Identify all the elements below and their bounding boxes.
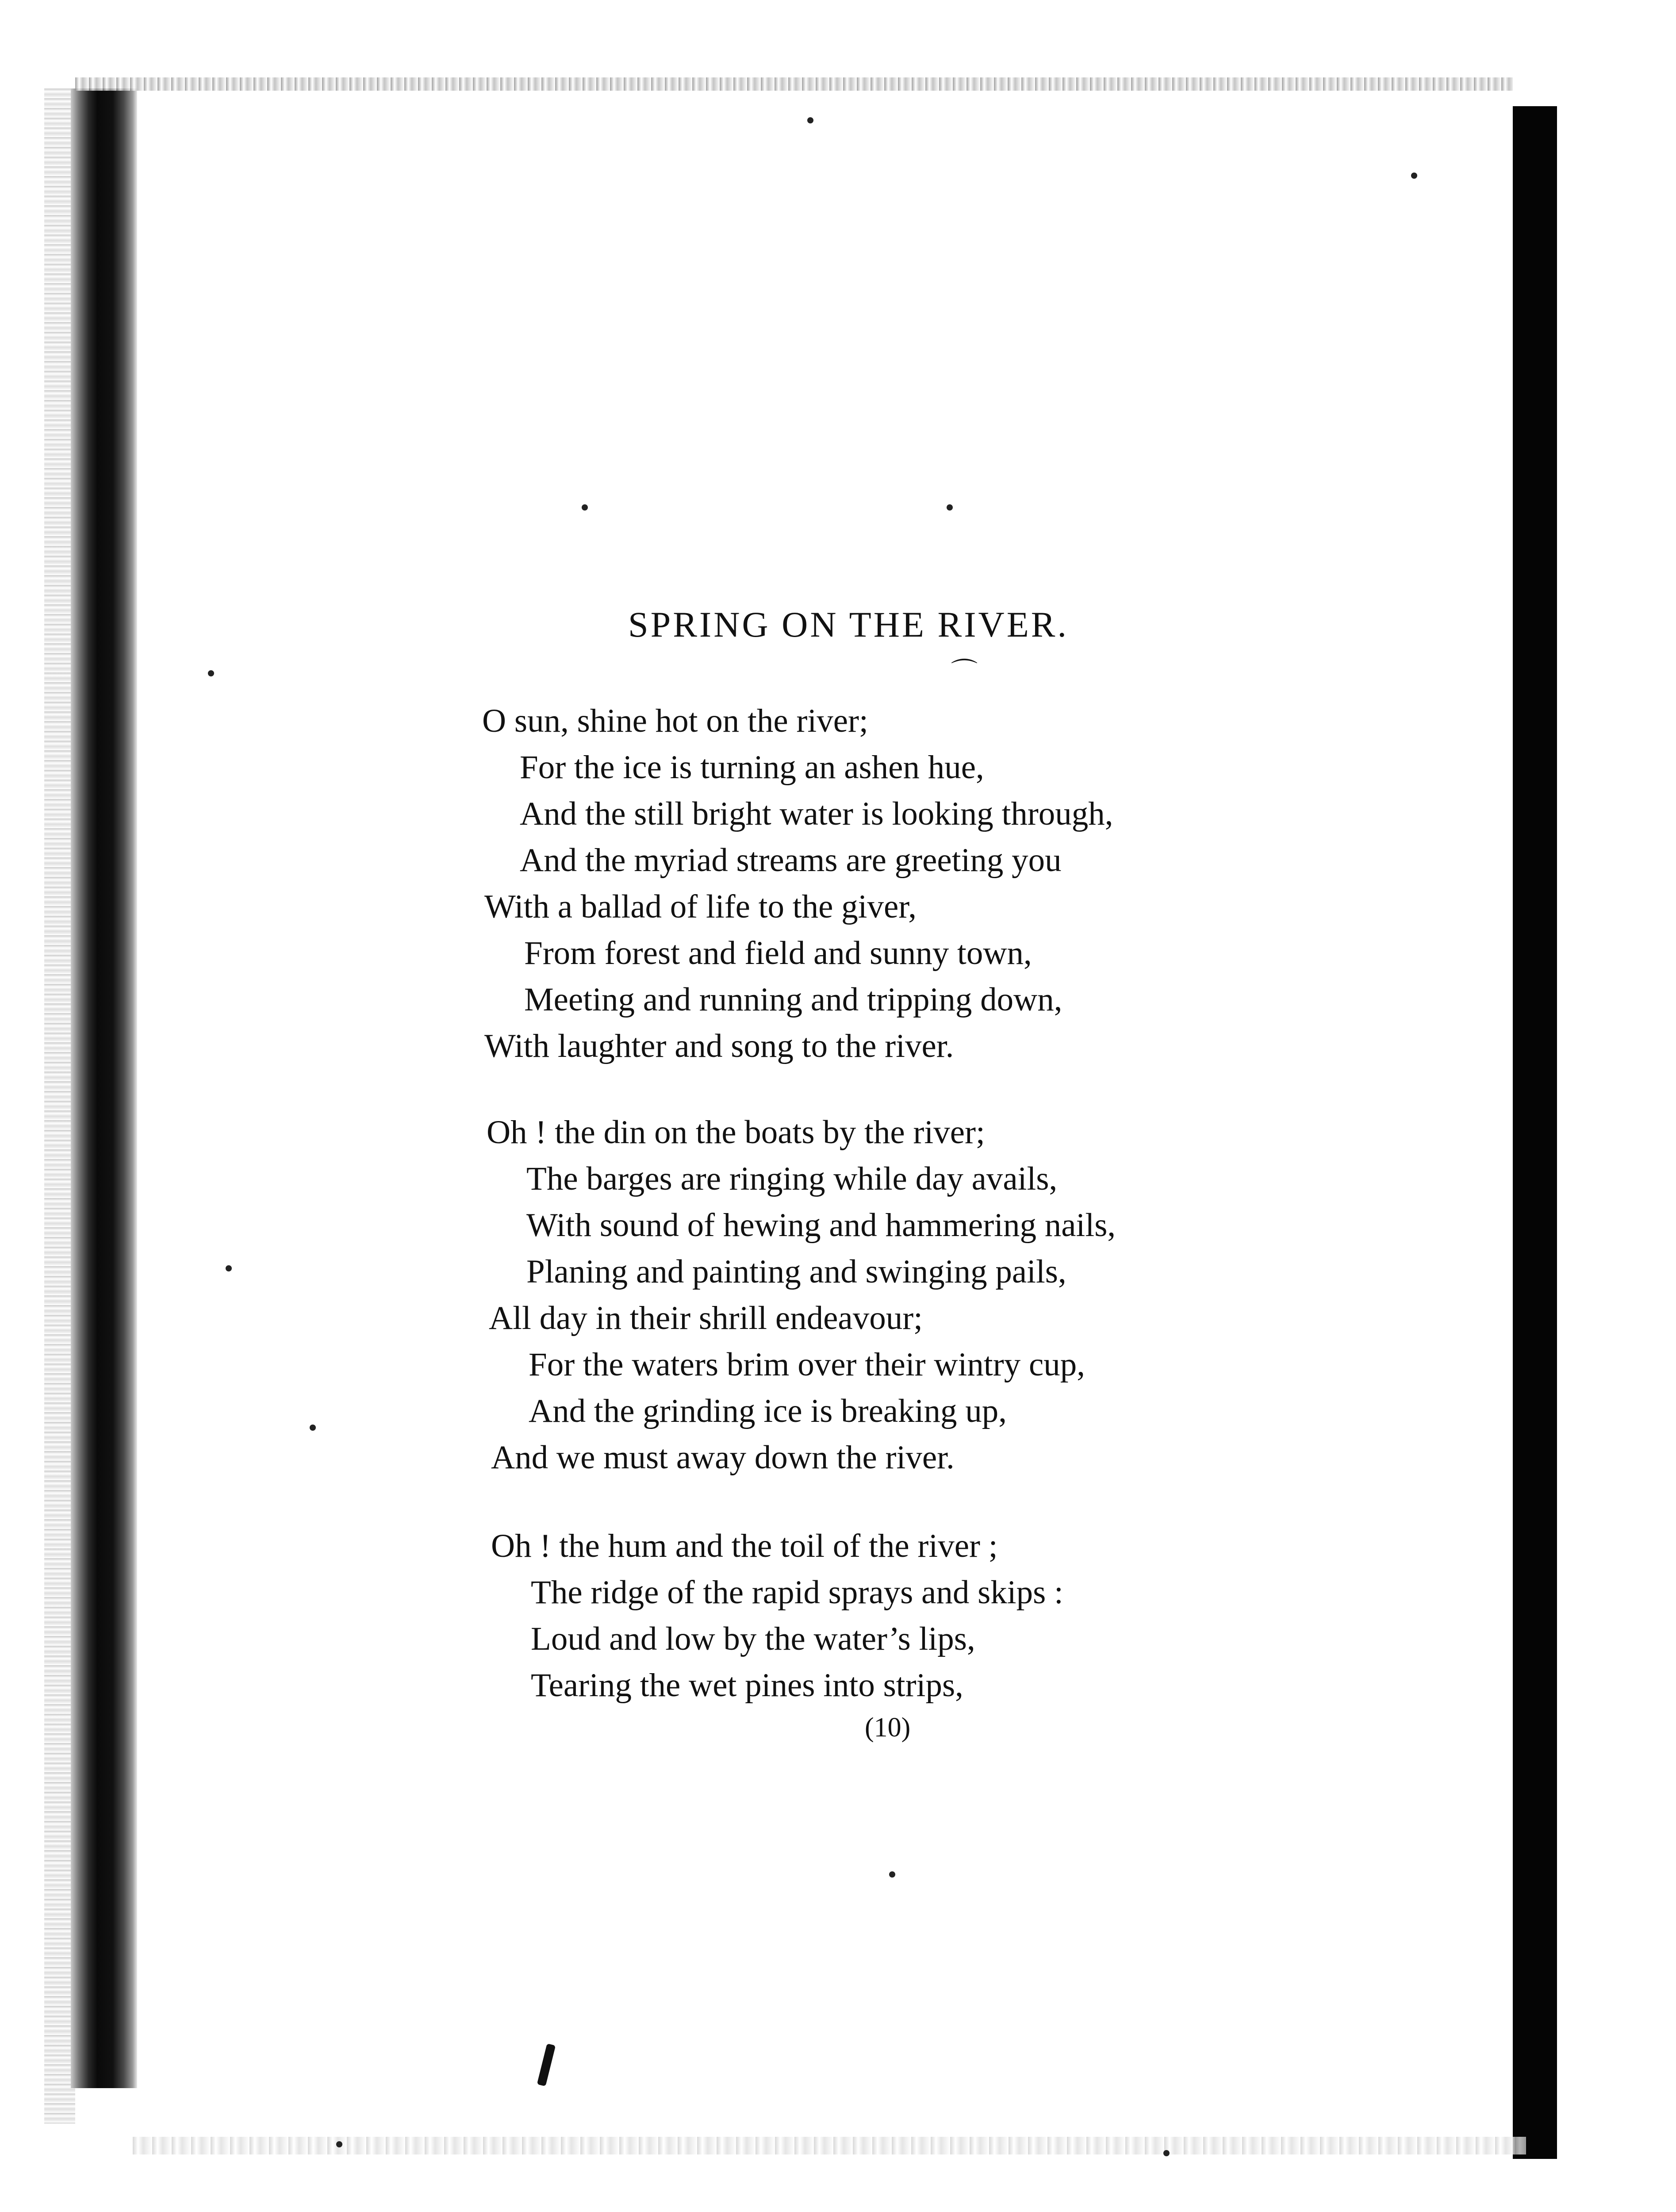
- stanza-1-line-7: Meeting and running and tripping down,: [524, 981, 1062, 1018]
- dust-speck: [947, 504, 953, 511]
- stanza-3-line-4: Tearing the wet pines into strips,: [531, 1667, 963, 1704]
- stanza-2-line-7: And the grinding ice is breaking up,: [529, 1393, 1007, 1429]
- stanza-2-line-6: For the waters brim over their wintry cup,: [529, 1346, 1085, 1383]
- stanza-2-line-5: All day in their shrill endeavour;: [489, 1300, 923, 1336]
- page-right-edge-shadow: [1513, 106, 1557, 2159]
- dust-speck: [1163, 2150, 1170, 2156]
- dust-speck: [582, 504, 588, 511]
- dust-speck: [226, 1265, 232, 1271]
- page-binding-shadow: [71, 88, 137, 2088]
- stanza-2-line-8: And we must away down the river.: [491, 1439, 955, 1476]
- dust-speck: [889, 1871, 895, 1878]
- stanza-1-line-4: And the myriad streams are greeting you: [520, 842, 1062, 879]
- title-ornament: ⌒: [951, 658, 978, 687]
- page-number: (10): [865, 1713, 911, 1743]
- stanza-2-line-1: Oh ! the din on the boats by the river;: [487, 1114, 985, 1151]
- stanza-3-line-3: Loud and low by the water’s lips,: [531, 1621, 975, 1657]
- stanza-2-line-3: With sound of hewing and hammering nails,: [526, 1207, 1116, 1244]
- page-top-edge: [75, 77, 1513, 91]
- poem-title: SPRING ON THE RIVER.: [628, 604, 1069, 645]
- dust-speck: [310, 1425, 316, 1431]
- stanza-1-line-8: With laughter and song to the river.: [484, 1028, 954, 1064]
- stanza-1-line-5: With a ballad of life to the giver,: [484, 888, 917, 925]
- stanza-1-line-6: From forest and field and sunny town,: [524, 935, 1032, 972]
- stanza-1-line-3: And the still bright water is looking through,: [520, 795, 1113, 832]
- stanza-3-line-2: The ridge of the rapid sprays and skips :: [531, 1574, 1063, 1611]
- stanza-3-line-1: Oh ! the hum and the toil of the river ;: [491, 1528, 998, 1564]
- dust-speck: [807, 117, 813, 123]
- stanza-1-line-2: For the ice is turning an ashen hue,: [520, 749, 984, 786]
- dust-speck: [208, 670, 214, 676]
- stanza-2-line-2: The barges are ringing while day avails,: [526, 1160, 1058, 1197]
- dust-speck: [1411, 173, 1417, 179]
- stanza-1-line-1: O sun, shine hot on the river;: [482, 703, 868, 739]
- ink-mark: [537, 2043, 556, 2086]
- stanza-2-line-4: Planing and painting and swinging pails,: [526, 1253, 1066, 1290]
- dust-speck: [336, 2141, 342, 2147]
